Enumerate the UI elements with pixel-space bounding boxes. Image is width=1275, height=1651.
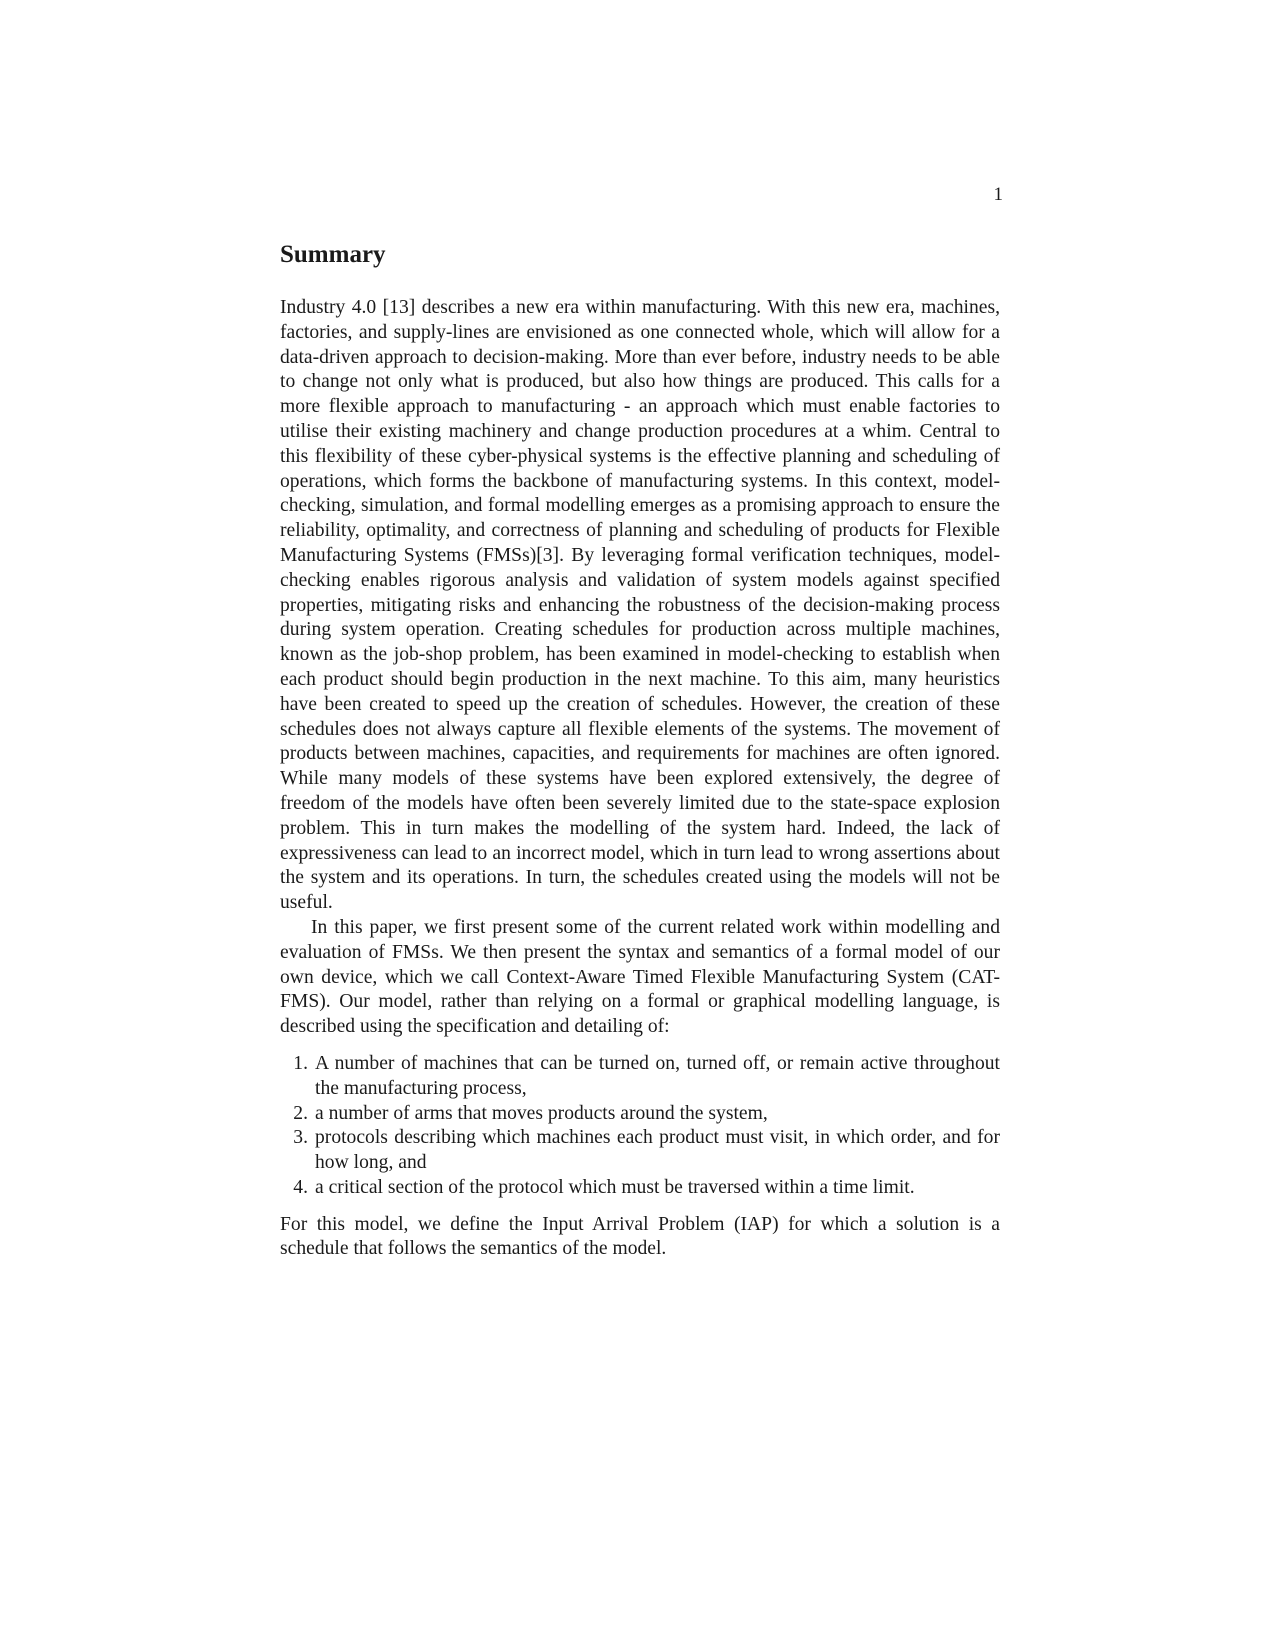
list-item <box>280 1052 1000 1102</box>
list-item-number: 4. <box>293 1176 308 1198</box>
model-components-list <box>280 1052 1000 1201</box>
list-item-number: 1. <box>293 1052 308 1074</box>
list-item-text: A number of machines that can be turned on, turned off, or remain active throughout the manufacturing process, <box>315 1052 1000 1099</box>
list-item-text: a number of arms that moves products around the system, <box>315 1102 768 1124</box>
list-item-text: protocols describing which machines each product must visit, in which order, and for how long, and <box>315 1127 1000 1174</box>
list-item-number: 2. <box>293 1102 308 1124</box>
page-number: 1 <box>993 184 1003 205</box>
summary-paragraph-1: Industry 4.0 [13] describes a new era within manufacturing. With this new era, machines, factories, and supply-lines are envisioned as one connected whole, which will allow for a data-driven approach to decision-making. More than ever before, industry needs to be able to change not only what is produced, but also how things are produced. This calls for a more flexible approach to manufacturing - an approach which must enable factories to utilise their existing machinery and change production procedures at a whim. Central to this flexibility of these cyber-physical systems is the effective planning and scheduling of operations, which forms the backbone of manufacturing systems. In this context, model-checking, simulation, and formal modelling emerges as a promising approach to ensure the reliability, optimality, and correctness of planning and scheduling of products for Flexible Manufacturing Systems (FMSs)[3]. By leveraging formal verification techniques, model-checking enables rigorous analysis and validation of system models against specified properties, mitigating risks and enhancing the robustness of the decision-making process during system operation. Creating schedules for production across multiple machines, known as the job-shop problem, has been examined in model-checking to establish when each product should begin production in the next machine. To this aim, many heuristics have been created to speed up the creation of schedules. However, the creation of these schedules does not always capture all flexible elements of the systems. The movement of products between machines, capacities, and requirements for machines are often ignored. While many models of these systems have been explored extensively, the degree of freedom of the models have often been severely limited due to the state-space explosion problem. This in turn makes the modelling of the system hard. Indeed, the lack of expressiveness can lead to an incorrect model, which in turn lead to wrong assertions about the system and its operations. In turn, the schedules created using the models will not be useful. <box>280 297 1000 914</box>
list-item-text: a critical section of the protocol which must be traversed within a time limit. <box>315 1176 915 1198</box>
summary-paragraph-2: In this paper, we first present some of the current related work within modelling and evaluation of FMSs. We then present the syntax and semantics of a formal model of our own device, which we call Context-Aware Timed Flexible Manufacturing System (CAT-FMS). Our model, rather than relying on a formal or graphical modelling language, is described using the specification and detailing of: <box>280 916 1000 1038</box>
list-item <box>280 1126 1000 1176</box>
list-item-number: 3. <box>293 1127 308 1149</box>
list-item <box>280 1102 1000 1127</box>
list-item <box>280 1176 1000 1201</box>
summary-section <box>280 238 1000 1262</box>
summary-paragraph-3: For this model, we define the Input Arrival Problem (IAP) for which a solution is a schedule that follows the semantics of the model. <box>280 1213 1000 1260</box>
section-title: Summary <box>280 241 386 268</box>
